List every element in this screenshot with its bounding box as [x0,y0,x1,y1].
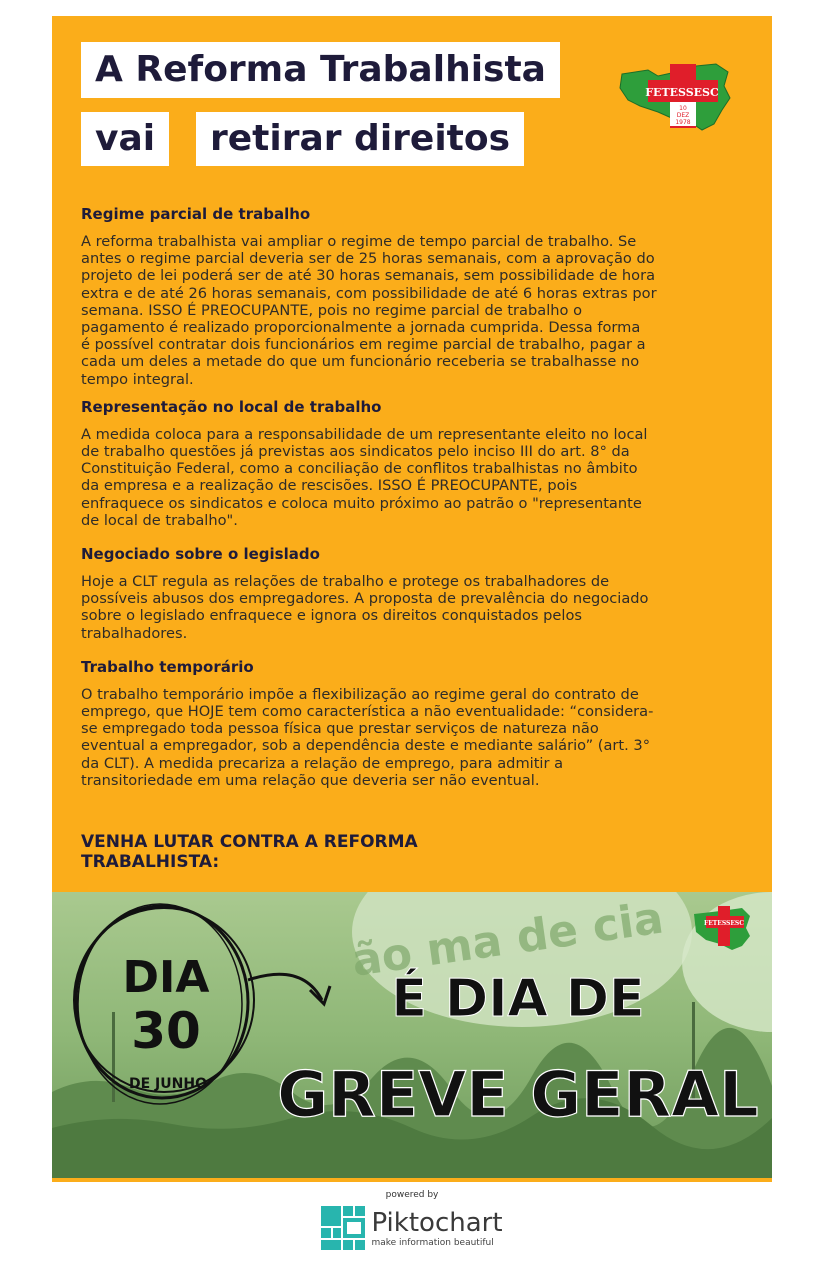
title-line-1: A Reforma Trabalhista [81,42,560,98]
banner-line-1: É DIA DE [391,969,645,1029]
section-heading: Representação no local de trabalho [81,397,382,416]
section-paragraph: O trabalho temporário impõe a flexibilização ao regime geral do contrato de emprego, que HOJE tem como característica a não eventualidade: “considera- se empregado toda pessoa física que prestar serviços de natureza não eventual a empregador, sob a dependência deste e mediante salário” (art. 3° da CLT). A medida precariza a relação de emprego, para admitir a transitoriedade em uma relação que deveria ser não eventual. [81,685,654,789]
svg-text:10: 10 [679,105,687,112]
title-line-2-word: vai [81,112,169,166]
logo-text: FETESSESC [645,86,719,99]
section-representacao [81,398,731,529]
section-heading: Regime parcial de trabalho [81,205,311,223]
section-regime-parcial [81,205,731,388]
title-line-2-rest: retirar direitos [196,112,524,166]
strike-banner [52,892,772,1178]
svg-text:FETESSESC: FETESSESC [703,920,745,927]
section-temporario [81,658,731,789]
powered-by-label: powered by [385,1190,439,1200]
fetessesc-logo [618,62,734,132]
svg-text:1978: 1978 [675,119,691,126]
banner-day: 30 [131,1002,201,1060]
banner-bottom-stripe [52,1178,772,1182]
piktochart-tagline: make information beautiful [371,1238,494,1248]
piktochart-wordmark: Piktochart [371,1208,503,1238]
piktochart-brand[interactable] [321,1206,502,1250]
banner-artwork [52,892,772,1178]
section-paragraph: A reforma trabalhista vai ampliar o regime de tempo parcial de trabalho. Se antes o regime parcial deveria ser de 25 horas semanais, com a aprovação do projeto de lei poderá ser de até 30 horas semanais, sem possibilidade de hora extra e de até 26 horas semanais, com possibilidade de até 6 horas extras por semana. ISSO É PREOCUPANTE, pois no regime parcial de trabalho o pagamento é realizado proporcionalmente a jornada cumprida. Dessa forma é possível contratar dois funcionários em regime parcial de trabalho, pagar a cada um deles a metade do que um funcionário receberia se trabalhasse no tempo integral. [81,233,657,388]
section-heading: Negociado sobre o legislado [81,545,320,564]
banner-line-2: GREVE GERAL [277,1058,759,1131]
call-to-action: VENHA LUTAR CONTRA A REFORMA TRABALHISTA: [81,832,418,872]
section-negociado [81,545,731,642]
section-paragraph: A medida coloca para a responsabilidade de um representante eleito no local de trabalho questões já previstas aos sindicatos pelo inciso III do art. 8° da Constituição Federal, como a conciliação de conflitos trabalhistas no âmbito da empresa e a realização de rescisões. ISSO É PREOCUPANTE, pois enfraquece os sindicatos e coloca muito próximo ao patrão o "representante de local de trabalho". [81,425,648,529]
article-body [81,205,731,789]
balloon-words: ão ma de cia [348,892,667,987]
banner-month: DE JUNHO [129,1076,207,1092]
piktochart-logo-icon [321,1206,365,1250]
svg-text:DEZ: DEZ [676,112,690,119]
section-heading: Trabalho temporário [81,657,254,676]
section-paragraph: Hoje a CLT regula as relações de trabalho e protege os trabalhadores de possíveis abusos dos empregadores. A proposta de prevalência do negociado sobre o legislado enfraquece e ignora os direitos conquistados pelos trabalhadores. [81,573,649,642]
piktochart-footer [0,1190,824,1255]
banner-dia: DIA [122,952,210,1003]
